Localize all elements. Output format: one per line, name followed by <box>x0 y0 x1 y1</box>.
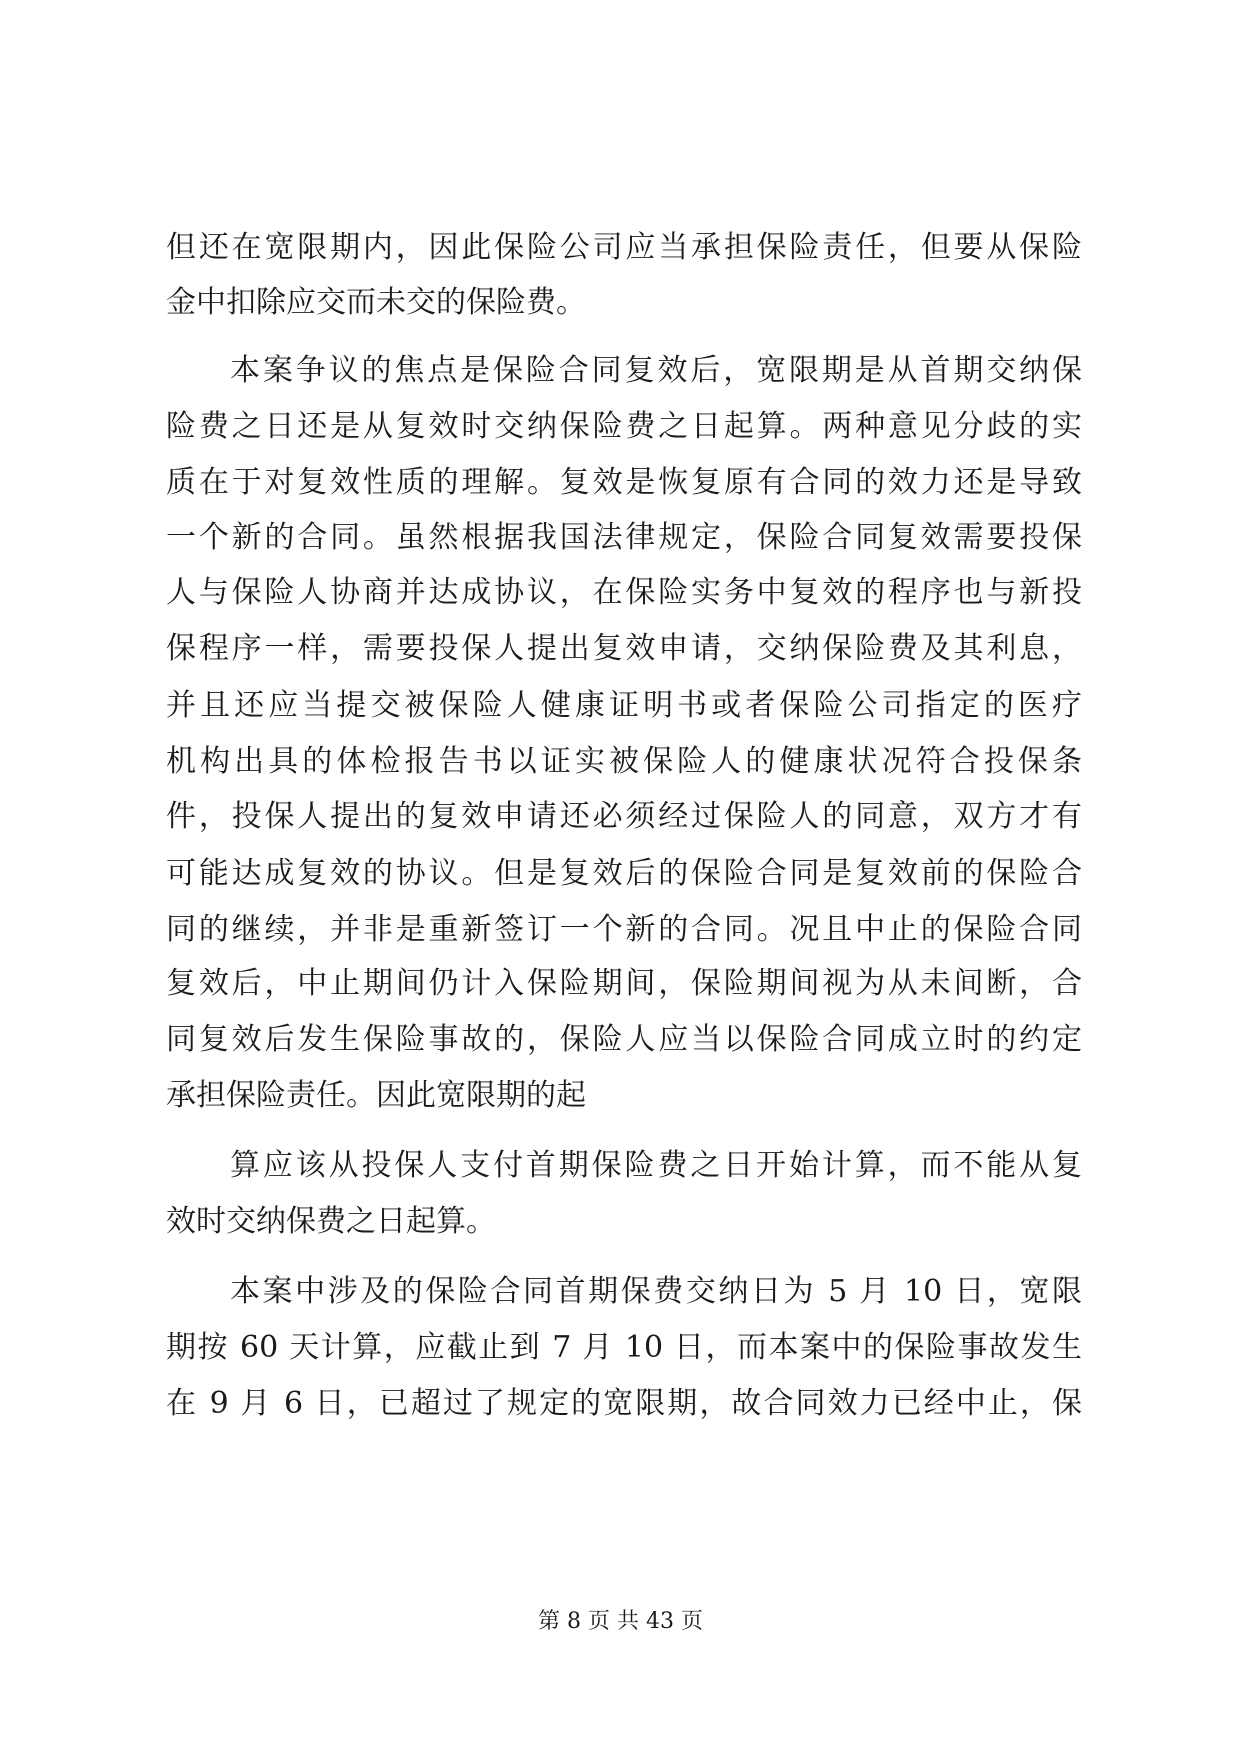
text-line: 复效后，中止期间仍计入保险期间，保险期间视为从未间断，合 <box>166 966 1082 1001</box>
text-line: 机构出具的体检报告书以证实被保险人的健康状况符合投保条 <box>166 744 1082 779</box>
text-line: 保程序一样，需要投保人提出复效申请，交纳保险费及其利息， <box>166 631 1082 666</box>
paragraph-start-line: 本案争议的焦点是保险合同复效后，宽限期是从首期交纳保 <box>230 353 1082 388</box>
paragraph-start-line: 算应该从投保人支付首期保险费之日开始计算，而不能从复 <box>230 1148 1082 1183</box>
text-line: 金中扣除应交而未交的保险费。 <box>166 285 586 320</box>
text-line: 并且还应当提交被保险人健康证明书或者保险公司指定的医疗 <box>166 688 1082 723</box>
text-line: 期按 60 天计算，应截止到 7 月 10 日，而本案中的保险事故发生 <box>166 1330 1082 1365</box>
text-line: 同的继续，并非是重新签订一个新的合同。况且中止的保险合同 <box>166 912 1082 947</box>
text-line: 但还在宽限期内，因此保险公司应当承担保险责任，但要从保险 <box>166 230 1082 265</box>
text-line: 可能达成复效的协议。但是复效后的保险合同是复效前的保险合 <box>166 856 1082 891</box>
text-line: 质在于对复效性质的理解。复效是恢复原有合同的效力还是导致 <box>166 465 1082 500</box>
text-line: 在 9 月 6 日，已超过了规定的宽限期，故合同效力已经中止，保 <box>166 1386 1082 1421</box>
text-line: 效时交纳保费之日起算。 <box>166 1204 496 1239</box>
text-line: 件，投保人提出的复效申请还必须经过保险人的同意，双方才有 <box>166 799 1082 834</box>
text-line: 同复效后发生保险事故的，保险人应当以保险合同成立时的约定 <box>166 1022 1082 1057</box>
text-line: 险费之日还是从复效时交纳保险费之日起算。两种意见分歧的实 <box>166 409 1082 444</box>
paragraph-start-line: 本案中涉及的保险合同首期保费交纳日为 5 月 10 日，宽限 <box>230 1274 1082 1309</box>
text-line: 一个新的合同。虽然根据我国法律规定，保险合同复效需要投保 <box>166 520 1082 555</box>
text-line: 人与保险人协商并达成协议，在保险实务中复效的程序也与新投 <box>166 575 1082 610</box>
page-number-footer: 第 8 页 共 43 页 <box>538 1609 703 1634</box>
text-line: 承担保险责任。因此宽限期的起 <box>166 1078 586 1113</box>
